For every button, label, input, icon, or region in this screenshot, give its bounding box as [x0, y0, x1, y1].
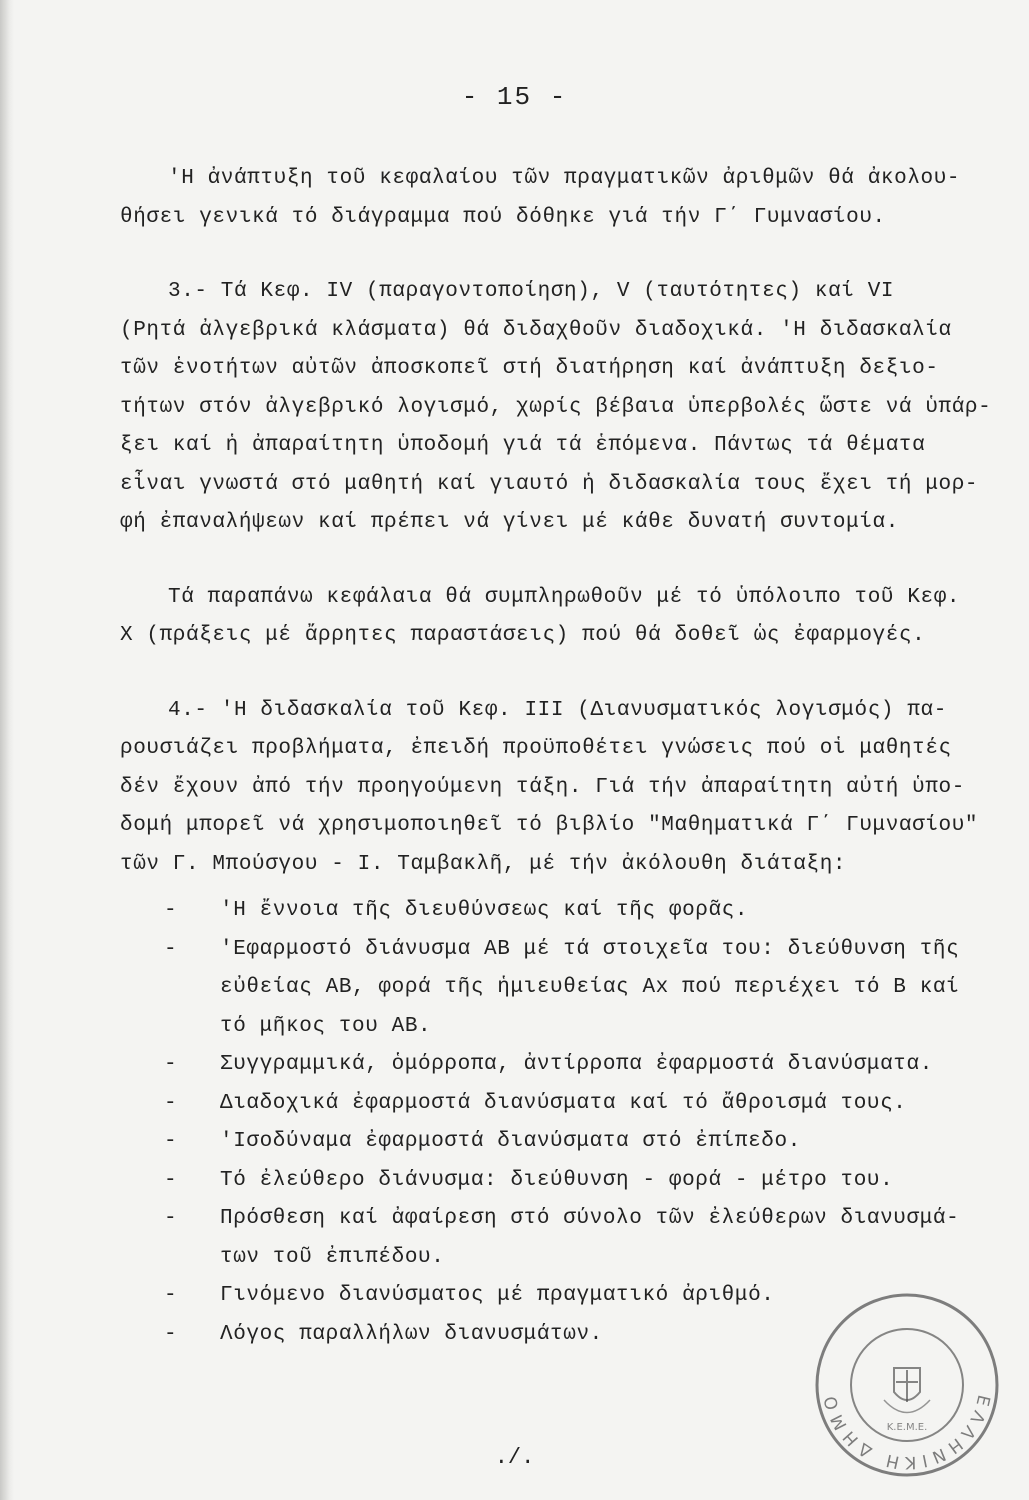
paragraph-supplement: [120, 579, 990, 656]
scan-page-edge: [0, 0, 14, 1500]
list-item: [120, 1085, 990, 1124]
text-line: X (πράξεις μέ ἄρρητες παραστάσεις) πού θά δοθεῖ ὡς ἐφαρμογές.: [120, 624, 926, 647]
text-line: Διαδοχικά ἐφαρμοστά διανύσματα καί τό ἄθροισμά τους.: [220, 1091, 907, 1115]
paragraph-intro: [120, 160, 990, 237]
text-line: Συγγραμμικά, ὁμόρροπα, ἀντίρροπα ἐφαρμοστά διανύσματα.: [220, 1053, 933, 1076]
text-line: 'Εφαρμοστό διάνυσμα ΑΒ μέ τά στοιχεῖα του: διεύθυνση τῆς: [220, 937, 960, 961]
text-line: Πρόσθεση καί ἀφαίρεση στό σύνολο τῶν ἐλεύθερων διανυσμά-: [220, 1207, 960, 1230]
list-item-text: [172, 1162, 990, 1201]
document-body: [120, 160, 990, 1354]
text-line: εἶναι γνωστά στό μαθητή καί γιαυτό ἡ διδασκαλία τους ἔχει τή μορ-: [120, 472, 979, 496]
list-item: [120, 1162, 990, 1201]
list-item: [120, 1200, 990, 1277]
text-line: φή ἐπαναλήψεων καί πρέπει νά γίνει μέ κάθε δυνατή συντομία.: [120, 511, 899, 534]
text-line: τό μῆκος του ΑΒ.: [220, 1014, 432, 1038]
list-item: [120, 1046, 990, 1085]
list-item-text: [172, 1085, 990, 1124]
list-dash: -: [164, 1322, 178, 1346]
list-dash: -: [164, 899, 178, 922]
list-item-text: [172, 1200, 990, 1277]
text-line: Τά παραπάνω κεφάλαια θά συμπληρωθοῦν μέ τό ὑπόλοιπο τοῦ Κεφ.: [168, 585, 961, 609]
list-item: [120, 892, 990, 931]
list-dash: -: [164, 1284, 178, 1307]
text-line: τήτων στόν ἀλγεβρικό λογισμό, χωρίς βέβαια ὑπερβολές ὥστε νά ὑπάρ-: [120, 395, 992, 419]
list-item: [120, 1123, 990, 1162]
list-dash: -: [164, 1091, 178, 1115]
topic-list: [120, 892, 990, 1354]
text-line: ξει καί ἡ ἀπαραίτητη ὑποδομή γιά τά ἑπόμενα. Πάντως τά θέματα: [120, 434, 926, 457]
continuation-mark: ./.: [494, 1445, 535, 1470]
text-line: τῶν Γ. Μπούσγου - Ι. Ταμβακλῆ, μέ τήν ἀκόλουθη διάταξη:: [120, 852, 847, 876]
list-item-text: [172, 1046, 990, 1085]
paragraph-section-4: [120, 692, 990, 885]
text-line: Γινόμενο διανύσματος μέ πραγματικό ἀριθμό.: [220, 1284, 775, 1307]
text-line: Τό ἐλεύθερο διάνυσμα: διεύθυνση - φορά - μέτρο του.: [220, 1168, 894, 1192]
text-line: (Ρητά ἀλγεβρικά κλάσματα) θά διδαχθοῦν διαδοχικά. 'Η διδασκαλία: [120, 318, 952, 342]
text-line: 'Η ἀνάπτυξη τοῦ κεφαλαίου τῶν πραγματικῶν ἀριθμῶν θά ἀκολου-: [168, 167, 961, 190]
text-line: εὐθείας ΑΒ, φορά τῆς ἡμιευθείας Αx πού περιέχει τό Β καί: [220, 976, 960, 999]
text-line: θήσει γενικά τό διάγραμμα πού δόθηκε γιά τήν Γ΄ Γυμνασίου.: [120, 205, 886, 229]
text-line: 4.- 'Η διδασκαλία τοῦ Κεφ. III (Διανυσματικός λογισμός) πα-: [168, 698, 947, 722]
page-number: - 15 -: [461, 82, 568, 112]
text-line: τῶν ἑνοτήτων αὐτῶν ἀποσκοπεῖ στή διατήρηση καί ἀνάπτυξη δεξιο-: [120, 357, 939, 380]
list-dash: -: [164, 1168, 178, 1192]
text-line: Λόγος παραλλήλων διανυσμάτων.: [220, 1322, 603, 1346]
text-line: ρουσιάζει προβλήματα, ἐπειδή προϋποθέτει γνώσεις πού οἱ μαθητές: [120, 737, 952, 760]
seal-inner-text: Κ.Ε.Μ.Ε.: [886, 1422, 928, 1433]
list-dash: -: [164, 1130, 178, 1153]
text-line: των τοῦ ἐπιπέδου.: [220, 1245, 445, 1269]
paragraph-section-3: [120, 273, 990, 543]
list-dash: -: [164, 1053, 178, 1076]
text-line: δομή μπορεῖ νά χρησιμοποιηθεῖ τό βιβλίο "Μαθηματικά Γ΄ Γυμνασίου": [120, 814, 979, 837]
list-item-text: [172, 931, 990, 1047]
list-item-text: [172, 1123, 990, 1162]
text-line: 3.- Τά Κεφ. IV (παραγοντοποίηση), V (ταυτότητες) καί VI: [168, 280, 895, 303]
text-line: 'Η ἔννοια τῆς διευθύνσεως καί τῆς φορᾶς.: [220, 899, 749, 922]
seal-ring-text: ΕΛΛΗΝΙΚΗ ΔΗΜΟ: [819, 1389, 994, 1473]
list-item-text: [172, 892, 990, 931]
list-dash: -: [164, 1207, 178, 1230]
list-item: [120, 931, 990, 1047]
text-line: δέν ἔχουν ἀπό τήν προηγούμενη τάξη. Γιά τήν ἀπαραίτητη αὐτή ὑπο-: [120, 775, 965, 799]
text-line: 'Ισοδύναμα ἐφαρμοστά διανύσματα στό ἐπίπεδο.: [220, 1130, 801, 1153]
list-dash: -: [164, 937, 178, 961]
